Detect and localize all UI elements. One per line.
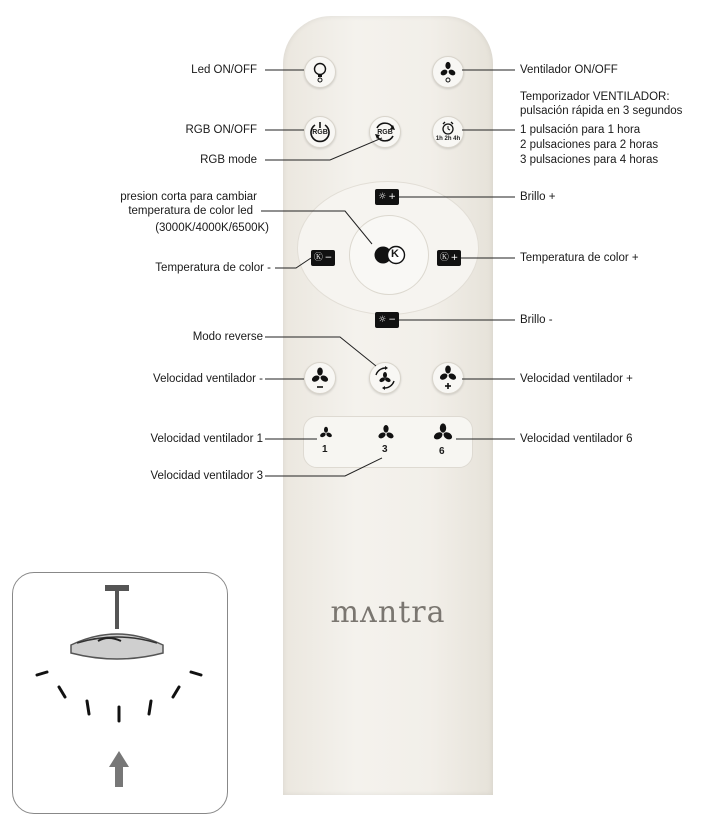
ceiling-fan-icon — [13, 573, 227, 797]
label-fan-speed-1: Velocidad ventilador 1 — [150, 433, 263, 445]
label-timer-3: 3 pulsaciones para 4 horas — [520, 154, 659, 166]
label-fan-onoff: Ventilador ON/OFF — [520, 64, 618, 76]
k-icon: Ⓚ — [313, 252, 323, 263]
fan-power-icon — [438, 61, 458, 83]
speed-6-label: 6 — [439, 446, 445, 457]
bulb-icon — [310, 61, 330, 83]
fan-speed-up-button[interactable] — [432, 362, 464, 394]
label-timer-2: 2 pulsaciones para 2 horas — [520, 139, 659, 151]
reverse-fan-icon — [372, 365, 398, 391]
sun-icon: ☼ — [378, 314, 387, 325]
label-fan-speed-3: Velocidad ventilador 3 — [150, 470, 263, 482]
fan-large-icon — [430, 420, 456, 446]
plus-icon: + — [450, 252, 459, 263]
label-fan-speed-6: Velocidad ventilador 6 — [520, 433, 633, 445]
fan-speed-3-button[interactable] — [375, 422, 397, 460]
speed-3-label: 3 — [382, 444, 388, 455]
fan-onoff-button[interactable] — [432, 56, 464, 88]
rgb-mode-text: RGB — [377, 128, 393, 136]
k-letter: K — [391, 248, 399, 260]
label-rgb-mode: RGB mode — [200, 154, 257, 166]
color-temp-cycle-button[interactable] — [372, 244, 408, 266]
label-brightness-up: Brillo + — [520, 191, 556, 203]
label-timer-title-2: pulsación rápida en 3 segundos — [520, 105, 683, 117]
timer-hours-text: 1h 2h 4h — [435, 136, 461, 142]
brightness-down-button[interactable] — [375, 312, 399, 328]
k-icon: Ⓚ — [439, 252, 449, 263]
color-temp-down-button[interactable] — [311, 250, 335, 266]
fan-speed-6-button[interactable] — [430, 420, 456, 460]
ceiling-fan-illustration — [12, 572, 228, 814]
label-short-press-1: presion corta para cambiar — [120, 191, 257, 203]
label-fan-speed-down: Velocidad ventilador - — [153, 373, 263, 385]
label-brightness-down: Brillo - — [520, 314, 553, 326]
label-short-press-3: (3000K/4000K/6500K) — [155, 222, 269, 234]
plus-icon: + — [388, 191, 396, 202]
rgb-onoff-text: RGB — [312, 128, 328, 136]
label-color-temp-up: Temperatura de color + — [520, 252, 639, 264]
led-onoff-button[interactable] — [304, 56, 336, 88]
label-color-temp-down: Temperatura de color - — [155, 262, 271, 274]
fan-minus-icon — [310, 366, 330, 390]
fan-speed-down-button[interactable] — [304, 362, 336, 394]
color-temp-up-button[interactable] — [437, 250, 461, 266]
minus-icon: − — [324, 252, 333, 263]
fan-small-icon — [317, 424, 335, 442]
brand-logo: mʌntra — [330, 595, 446, 630]
brightness-up-button[interactable] — [375, 189, 399, 205]
fan-speed-1-button[interactable] — [317, 424, 335, 460]
label-reverse-mode: Modo reverse — [192, 331, 263, 343]
label-short-press-2: temperatura de color led — [128, 205, 253, 217]
fan-medium-icon — [375, 422, 397, 444]
minus-icon: − — [388, 314, 396, 325]
label-fan-speed-up: Velocidad ventilador + — [520, 373, 633, 385]
fan-timer-button[interactable] — [432, 116, 464, 148]
rgb-onoff-button[interactable] — [304, 116, 336, 148]
fan-plus-icon — [438, 365, 458, 391]
label-timer-title-1: Temporizador VENTILADOR: — [520, 91, 670, 103]
label-led-onoff: Led ON/OFF — [191, 64, 257, 76]
label-timer-1: 1 pulsación para 1 hora — [520, 124, 641, 136]
color-temp-icon — [372, 244, 408, 266]
reverse-mode-button[interactable] — [369, 362, 401, 394]
rgb-mode-button[interactable] — [369, 116, 401, 148]
label-rgb-onoff: RGB ON/OFF — [185, 124, 257, 136]
sun-icon: ☼ — [378, 191, 387, 202]
speed-1-label: 1 — [322, 444, 328, 455]
